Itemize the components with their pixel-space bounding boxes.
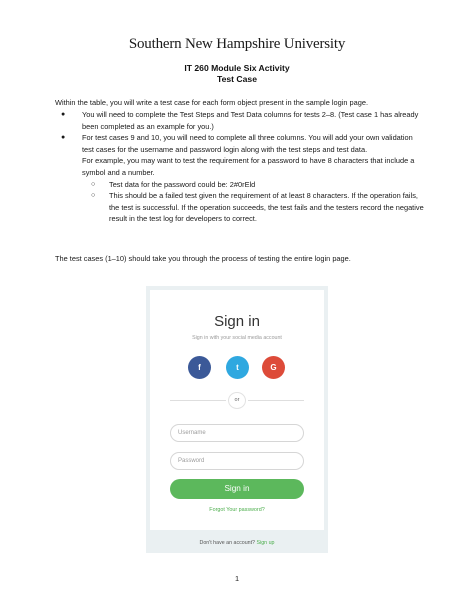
university-logo: Southern New Hampshire University <box>128 36 346 52</box>
instruction-list <box>55 109 425 225</box>
divider-line <box>170 400 226 401</box>
twitter-icon[interactable]: t <box>226 356 249 379</box>
username-input[interactable]: Username <box>170 424 304 442</box>
list-item <box>55 132 425 155</box>
hollow-bullet-icon: ○ <box>91 180 96 188</box>
closing-paragraph: The test cases (1–10) should take you through the process of testing the entire login page. <box>55 254 351 263</box>
bullet-icon: ● <box>61 134 66 142</box>
bullet-icon: ● <box>61 111 66 118</box>
signin-heading: Sign in <box>214 313 260 330</box>
list-item-continuation <box>55 155 425 178</box>
page-number: 1 <box>234 574 240 583</box>
signup-link[interactable]: Sign up <box>256 540 275 546</box>
or-divider: or <box>228 392 246 409</box>
bullet-text: For example, you may want to test the requirement for a password to have 8 characters that include a symbol and a number. <box>82 156 415 177</box>
signup-prompt <box>146 540 328 546</box>
hollow-bullet-icon: ○ <box>91 192 96 200</box>
signin-subtitle: Sign in with your social media account <box>192 335 282 341</box>
intro-paragraph: Within the table, you will write a test case for each form object present in the sample login page. <box>55 98 369 107</box>
bullet-text: For test cases 9 and 10, you will need to complete all three columns. You will add your own validation test cases for the username and password login along with the test steps and test data. <box>82 133 413 154</box>
google-icon[interactable]: G <box>262 356 285 379</box>
document-subtitle: Test Case <box>217 74 257 84</box>
document-title: IT 260 Module Six Activity <box>184 63 290 73</box>
sub-bullet-text: Test data for the password could be: 2#0rEld <box>109 179 256 189</box>
divider-line <box>248 400 304 401</box>
list-item <box>55 109 425 132</box>
bullet-text: You will need to complete the Test Steps and Test Data columns for tests 2–8. (Test case 1 has already been completed as an example for you.) <box>82 110 419 131</box>
facebook-icon[interactable]: f <box>188 356 211 379</box>
signin-button[interactable]: Sign in <box>170 479 304 499</box>
password-input[interactable]: Password <box>170 452 304 470</box>
sub-list-item <box>55 190 425 225</box>
sub-list-item <box>55 179 425 191</box>
signup-prompt-text: Don't have an account? <box>199 540 256 546</box>
forgot-password-link[interactable]: Forgot Your password? <box>209 507 265 513</box>
sub-bullet-text: This should be a failed test given the requirement of at least 8 characters. If the operation fails, the test is successful. If the operation succeeds, the test fails and the testers record the negative result in the test log for developers to correct. <box>109 191 424 224</box>
